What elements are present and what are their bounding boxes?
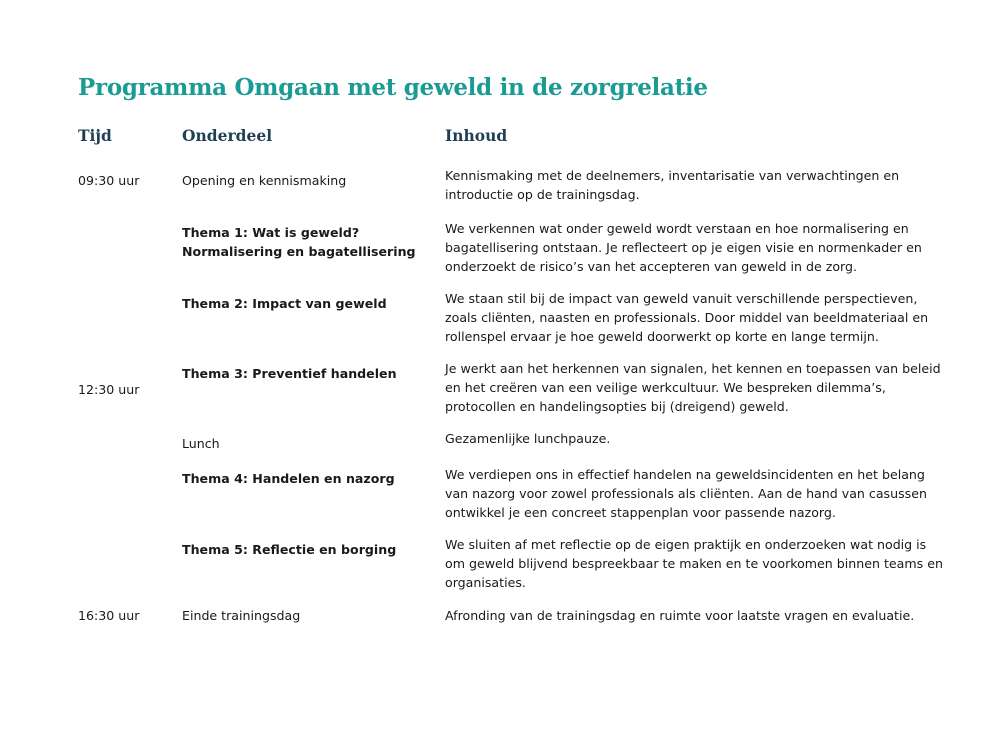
row-content: We verdiepen ons in effectief handelen na geweldsincidenten en het belang van nazorg voor zowel professionals als cliënten. Aan de hand van casussen ontwikkel je een concreet stappenplan voor passende nazorg. bbox=[445, 467, 927, 520]
row-part: Thema 5: Reflectie en borging bbox=[182, 542, 397, 557]
row-content: We sluiten af met reflectie op de eigen praktijk en onderzoeken wat nodig is om geweld blijvend bespreekbaar te maken en te voorkomen binnen teams en organisaties. bbox=[445, 537, 943, 590]
row-content: Je werkt aan het herkennen van signalen, het kennen en toepassen van beleid en het creëren van een veilige werkcultuur. We bespreken dilemma’s, protocollen en handelingsopties bij (dreigend) geweld. bbox=[445, 361, 941, 414]
column-header-part: Onderdeel bbox=[182, 126, 273, 145]
row-content: We staan stil bij de impact van geweld vanuit verschillende perspectieven, zoals cliënten, naasten en professionals. Door middel van beeldmateriaal en rollenspel ervaar je hoe geweld doorwerkt op korte en lange termijn. bbox=[445, 291, 929, 344]
row-part: Thema 4: Handelen en nazorg bbox=[182, 471, 395, 486]
column-header-time: Tijd bbox=[78, 126, 112, 145]
row-part: Thema 1: Wat is geweld? Normalisering en bagatellisering bbox=[182, 225, 416, 259]
row-time: 09:30 uur bbox=[78, 173, 140, 188]
row-content: We verkennen wat onder geweld wordt verstaan en hoe normalisering en bagatellisering ontstaan. Je reflecteert op je eigen visie en normenkader en onderzoekt de risico’s van het accepteren van geweld in de zorg. bbox=[445, 221, 922, 274]
row-part: Opening en kennismaking bbox=[182, 173, 347, 188]
row-content: Afronding van de trainingsdag en ruimte voor laatste vragen en evaluatie. bbox=[445, 608, 915, 623]
row-part: Thema 2: Impact van geweld bbox=[182, 296, 387, 311]
row-time: 16:30 uur bbox=[78, 608, 140, 623]
row-content: Kennismaking met de deelnemers, inventarisatie van verwachtingen en introductie op de trainingsdag. bbox=[445, 168, 900, 202]
row-time: 12:30 uur bbox=[78, 382, 140, 397]
column-header-content: Inhoud bbox=[445, 126, 508, 145]
row-part: Lunch bbox=[182, 436, 220, 451]
row-part: Thema 3: Preventief handelen bbox=[182, 366, 397, 381]
page-title: Programma Omgaan met geweld in de zorgrelatie bbox=[78, 74, 708, 101]
row-content: Gezamenlijke lunchpauze. bbox=[445, 431, 611, 446]
row-part: Einde trainingsdag bbox=[182, 608, 301, 623]
